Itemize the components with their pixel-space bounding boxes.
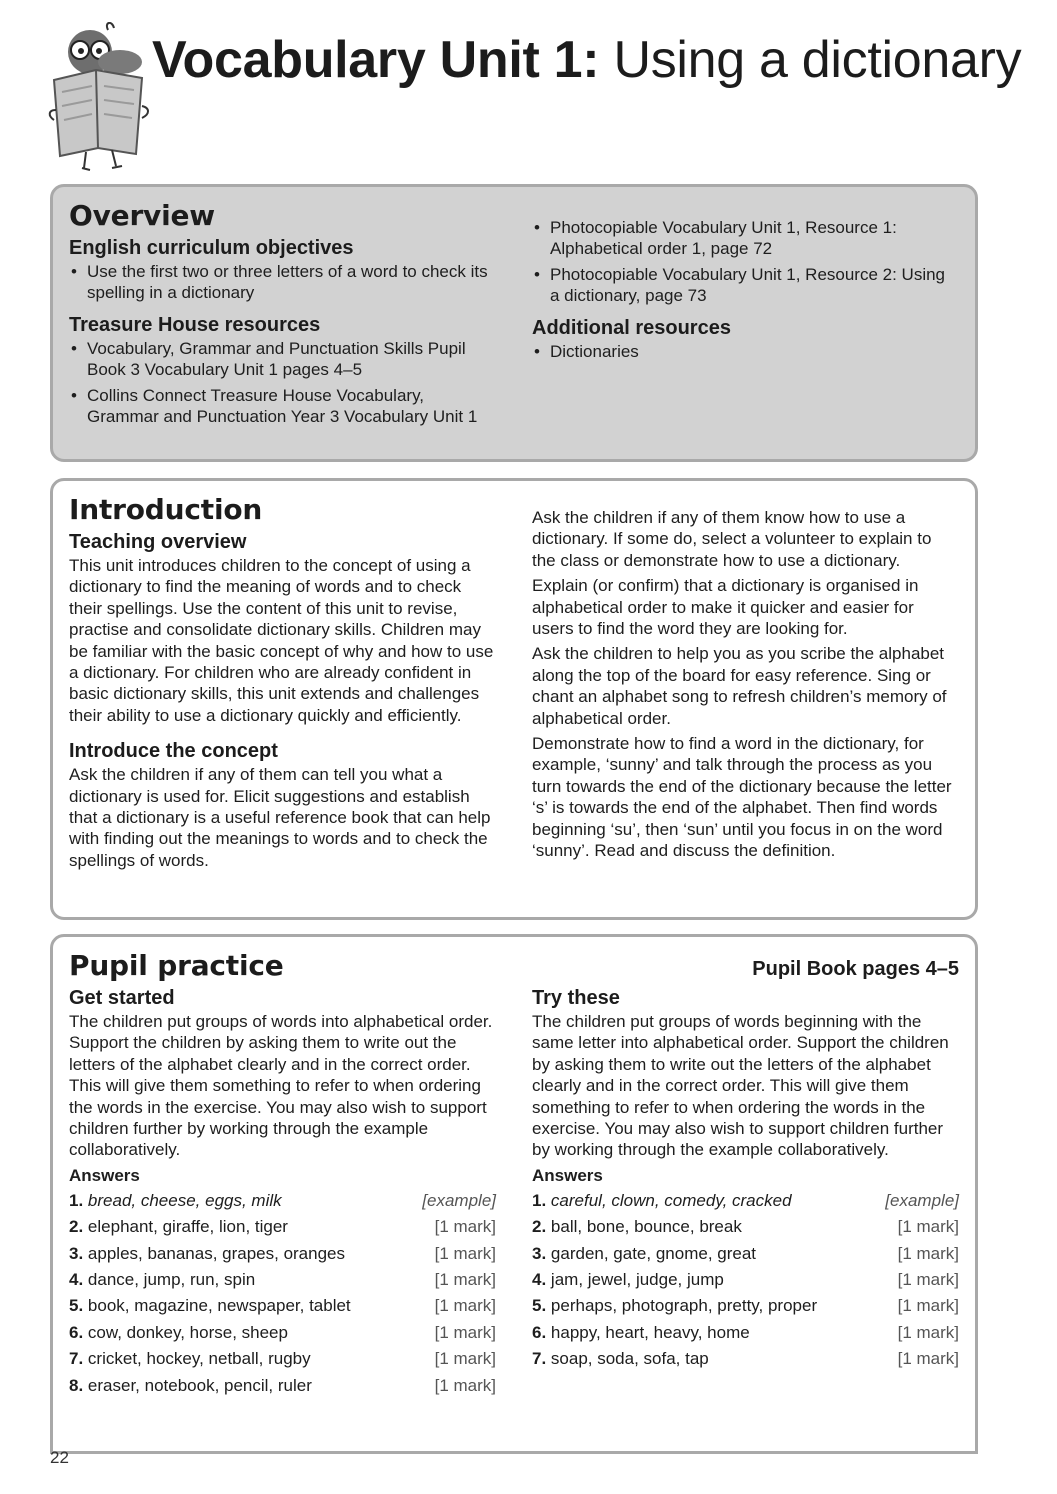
answer-mark: [example] bbox=[885, 1190, 959, 1210]
resources-heading: Treasure House resources bbox=[69, 313, 321, 336]
intro-paragraph: Ask the children to help you as you scribe the alphabet along the top of the board for easy reference. Sing or chant an alphabet song to refresh children’s memory of alphabetical order. bbox=[532, 644, 947, 728]
answer-number: 2. bbox=[69, 1217, 84, 1237]
resources-list bbox=[69, 338, 496, 428]
answer-number: 6. bbox=[69, 1322, 84, 1342]
answer-mark: [1 mark] bbox=[434, 1349, 496, 1369]
answer-mark: [1 mark] bbox=[434, 1375, 496, 1395]
answer-row bbox=[69, 1243, 496, 1265]
answer-row bbox=[69, 1216, 496, 1238]
answer-text: perhaps, photograph, pretty, proper bbox=[550, 1296, 818, 1316]
answer-text: book, magazine, newspaper, tablet bbox=[87, 1296, 351, 1316]
answer-row bbox=[69, 1375, 496, 1397]
answer-row bbox=[532, 1216, 959, 1238]
answer-mark: [1 mark] bbox=[434, 1243, 496, 1263]
answer-text: jam, jewel, judge, jump bbox=[550, 1270, 724, 1290]
answer-text: happy, heart, heavy, home bbox=[550, 1322, 750, 1342]
pupil-practice-box bbox=[50, 934, 978, 1454]
additional-list bbox=[532, 341, 959, 362]
answer-number: 3. bbox=[69, 1243, 84, 1263]
try-these-answers bbox=[532, 1190, 959, 1370]
answer-text: cow, donkey, horse, sheep bbox=[87, 1322, 288, 1342]
answer-row bbox=[532, 1348, 959, 1370]
answer-row bbox=[532, 1269, 959, 1291]
pupil-practice-heading: Pupil practice bbox=[69, 949, 284, 982]
introduction-box bbox=[50, 478, 978, 920]
answer-mark: [1 mark] bbox=[897, 1322, 959, 1342]
answer-text: elephant, giraffe, lion, tiger bbox=[87, 1217, 288, 1237]
page-number: 22 bbox=[50, 1448, 69, 1467]
resource-item: • Vocabulary, Grammar and Punctuation Skills Pupil Book 3 Vocabulary Unit 1 pages 4–5 bbox=[69, 338, 496, 381]
answers-label: Answers bbox=[532, 1165, 603, 1185]
answer-text: dance, jump, run, spin bbox=[87, 1270, 256, 1290]
answer-row bbox=[69, 1295, 496, 1317]
answer-number: 4. bbox=[532, 1270, 547, 1290]
objectives-heading: English curriculum objectives bbox=[69, 237, 354, 259]
answer-mark: [1 mark] bbox=[434, 1296, 496, 1316]
try-these-heading: Try these bbox=[532, 987, 620, 1009]
resource-item: • Collins Connect Treasure House Vocabulary, Grammar and Punctuation Year 3 Vocabulary Unit 1 bbox=[69, 385, 496, 428]
resource-item: • Photocopiable Vocabulary Unit 1, Resource 1: Alphabetical order 1, page 72 bbox=[532, 217, 959, 260]
answer-mark: [1 mark] bbox=[897, 1296, 959, 1316]
overview-heading: Overview bbox=[69, 199, 215, 232]
answer-text: cricket, hockey, netball, rugby bbox=[87, 1349, 311, 1369]
overview-box bbox=[50, 184, 978, 462]
teaching-overview-heading: Teaching overview bbox=[69, 531, 247, 553]
additional-heading: Additional resources bbox=[532, 316, 731, 339]
answer-text: garden, gate, gnome, great bbox=[550, 1243, 757, 1263]
answer-text: bread, cheese, eggs, milk bbox=[87, 1190, 282, 1210]
answer-number: 8. bbox=[69, 1375, 84, 1395]
answer-row bbox=[69, 1322, 496, 1344]
get-started-heading: Get started bbox=[69, 987, 175, 1009]
answer-mark: [1 mark] bbox=[434, 1217, 496, 1237]
answer-row bbox=[532, 1295, 959, 1317]
answer-row bbox=[532, 1190, 959, 1212]
answer-mark: [1 mark] bbox=[434, 1270, 496, 1290]
answer-number: 6. bbox=[532, 1322, 547, 1342]
answer-number: 7. bbox=[532, 1349, 547, 1369]
pupil-book-pages: Pupil Book pages 4–5 bbox=[752, 958, 959, 980]
objectives-list bbox=[69, 261, 496, 304]
answer-number: 3. bbox=[532, 1243, 547, 1263]
answer-row bbox=[532, 1243, 959, 1265]
answer-number: 5. bbox=[69, 1296, 84, 1316]
title-bold: Vocabulary Unit 1: bbox=[152, 31, 600, 89]
answer-mark: [1 mark] bbox=[897, 1270, 959, 1290]
intro-paragraph: Demonstrate how to find a word in the dictionary, for example, ‘sunny’ and talk through the process as you turn towards the end of the dictionary because the letter ‘s’ is towards the end of the alphabet. Then find words beginning ‘su’, then ‘sun’ until you focus in on the word ‘sunny’. Read and discuss the definition. bbox=[532, 734, 952, 861]
title-regular: Using a dictionary bbox=[599, 31, 1022, 89]
answer-mark: [1 mark] bbox=[434, 1322, 496, 1342]
get-started-answers bbox=[69, 1190, 496, 1397]
answer-row bbox=[532, 1322, 959, 1344]
answer-text: ball, bone, bounce, break bbox=[550, 1217, 742, 1237]
answer-number: 1. bbox=[532, 1190, 547, 1210]
page-title bbox=[152, 30, 1021, 90]
introduce-concept-text: Ask the children if any of them can tell you what a dictionary is used for. Elicit suggestions and establish that a dictionary is a useful reference book that can help with finding out the meanings to words and to check the spellings of words. bbox=[69, 765, 491, 870]
resource-item: • Photocopiable Vocabulary Unit 1, Resource 2: Using a dictionary, page 73 bbox=[532, 264, 959, 307]
answer-text: careful, clown, comedy, cracked bbox=[550, 1190, 792, 1210]
intro-paragraph: Explain (or confirm) that a dictionary is organised in alphabetical order to make it quicker and easier for users to find the word they are looking for. bbox=[532, 576, 919, 639]
intro-paragraph: Ask the children if any of them know how to use a dictionary. If some do, select a volunteer to explain to the class or demonstrate how to use a dictionary. bbox=[532, 508, 932, 570]
answer-mark: [1 mark] bbox=[897, 1243, 959, 1263]
answer-number: 1. bbox=[69, 1190, 84, 1210]
answer-number: 4. bbox=[69, 1270, 84, 1290]
resources-list-right bbox=[532, 217, 959, 307]
answer-number: 2. bbox=[532, 1217, 547, 1237]
try-these-text: The children put groups of words beginning with the same letter into alphabetical order. Support the children by asking them to write out the letters of the alphabet clearly and in the correct order. This will give them something to refer to when ordering the words in the exercise. You may also wish to support children further by working through the example collaboratively. bbox=[532, 1012, 949, 1160]
answer-number: 5. bbox=[532, 1296, 547, 1316]
bookworm-reading-icon bbox=[46, 22, 154, 176]
answer-row bbox=[69, 1190, 496, 1212]
answer-text: eraser, notebook, pencil, ruler bbox=[87, 1375, 312, 1395]
additional-item: • Dictionaries bbox=[532, 341, 959, 362]
teaching-overview-text: This unit introduces children to the concept of using a dictionary to find the meaning of words and to check their spellings. Use the content of this unit to revise, practise and consolidate dictionary skills. Children may be familiar with the basic concept of why and how to use a dictionary. For children who are already confident in basic dictionary skills, this unit extends and challenges their ability to use a dictionary quickly and efficiently. bbox=[69, 556, 494, 725]
answer-text: apples, bananas, grapes, oranges bbox=[87, 1243, 345, 1263]
introduction-heading: Introduction bbox=[69, 493, 263, 526]
answer-row bbox=[69, 1269, 496, 1291]
answer-mark: [example] bbox=[422, 1190, 496, 1210]
answer-mark: [1 mark] bbox=[897, 1349, 959, 1369]
objective-item: • Use the first two or three letters of a word to check its spelling in a dictionary bbox=[69, 261, 496, 304]
introduce-concept-heading: Introduce the concept bbox=[69, 740, 278, 763]
answer-row bbox=[69, 1348, 496, 1370]
answer-mark: [1 mark] bbox=[897, 1217, 959, 1237]
answer-number: 7. bbox=[69, 1349, 84, 1369]
answers-label: Answers bbox=[69, 1165, 140, 1185]
answer-text: soap, soda, sofa, tap bbox=[550, 1349, 709, 1369]
get-started-text: The children put groups of words into alphabetical order. Support the children by asking them to write out the letters of the alphabet clearly and in the correct order. This will give them something to refer to when ordering the words in the exercise. You may also wish to support children further by working through the example collaboratively. bbox=[69, 1012, 493, 1160]
